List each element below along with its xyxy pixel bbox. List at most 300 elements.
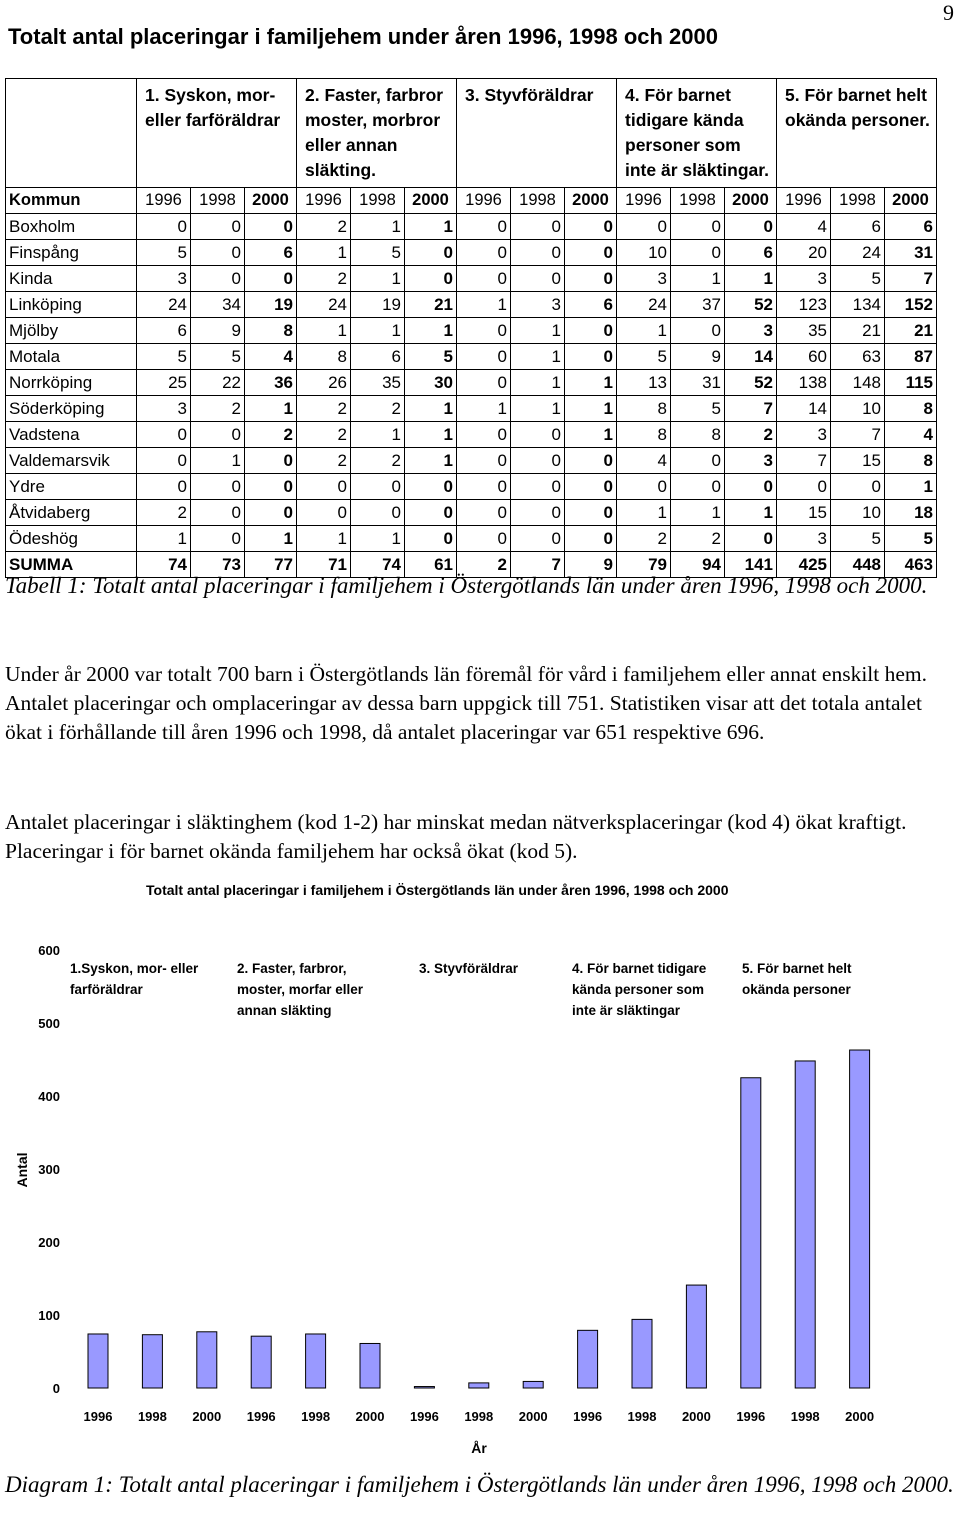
group-label: 3. Styvföräldrar	[419, 961, 519, 976]
table-cell: 9	[565, 552, 617, 578]
y-tick-label: 300	[38, 1162, 60, 1177]
table-cell: 1	[245, 396, 297, 422]
table-cell: 141	[725, 552, 777, 578]
table-cell: 3	[777, 422, 831, 448]
table-kommun-header: Kommun	[6, 188, 137, 214]
table-cell: 5	[137, 240, 191, 266]
table-row	[6, 344, 937, 370]
table-cell: 5	[885, 526, 937, 552]
x-tick-label: 1998	[627, 1409, 657, 1424]
table-cell: 5	[671, 396, 725, 422]
x-tick-label: 1996	[409, 1409, 439, 1424]
table-cell: 19	[245, 292, 297, 318]
table-cell: 0	[457, 526, 511, 552]
table-cell: 5	[831, 266, 885, 292]
table-row	[6, 396, 937, 422]
table-cell: 0	[671, 214, 725, 240]
table-cell: 26	[297, 370, 351, 396]
table-cell: 0	[405, 474, 457, 500]
table-cell: 18	[885, 500, 937, 526]
x-axis-label: År	[471, 1440, 487, 1456]
table-cell: 0	[511, 240, 565, 266]
table-cell: 7	[777, 448, 831, 474]
x-tick-label: 1996	[246, 1409, 276, 1424]
bar	[197, 1332, 217, 1388]
table-cell: 0	[191, 474, 245, 500]
table-cell: 0	[725, 214, 777, 240]
table-cell: 0	[457, 500, 511, 526]
table-cell: 63	[831, 344, 885, 370]
table-cell: 5	[137, 344, 191, 370]
table-cell: 0	[511, 500, 565, 526]
table-cell: 0	[245, 448, 297, 474]
table-cell: 61	[405, 552, 457, 578]
group-label: moster, morfar eller	[237, 982, 364, 997]
bar	[795, 1061, 815, 1388]
bar-chart	[0, 930, 960, 1460]
table-row-name: Kinda	[6, 266, 137, 292]
table-cell: 0	[831, 474, 885, 500]
table-row	[6, 474, 937, 500]
table-cell: 34	[191, 292, 245, 318]
table-cell: 1	[617, 500, 671, 526]
table-cell: 6	[725, 240, 777, 266]
table-cell: 2	[297, 266, 351, 292]
table-cell: 0	[245, 214, 297, 240]
table-row	[6, 422, 937, 448]
table-year-header: 2000	[565, 188, 617, 214]
table-cell: 0	[671, 474, 725, 500]
table-cell: 2	[297, 214, 351, 240]
table-cell: 52	[725, 292, 777, 318]
table-cell: 10	[617, 240, 671, 266]
table-cell: 35	[351, 370, 405, 396]
table-cell: 1	[511, 318, 565, 344]
table-year-header: 1996	[297, 188, 351, 214]
table-row-name: Finspång	[6, 240, 137, 266]
y-axis-label: Antal	[14, 1152, 30, 1188]
table-cell: 1	[351, 422, 405, 448]
table-cell: 0	[457, 370, 511, 396]
table-cell: 0	[405, 500, 457, 526]
table-cell: 24	[617, 292, 671, 318]
table-cell: 2	[351, 448, 405, 474]
table-row	[6, 292, 937, 318]
table-cell: 1	[725, 266, 777, 292]
table-cell: 1	[511, 370, 565, 396]
table-cell: 3	[137, 396, 191, 422]
table-cell: 0	[191, 500, 245, 526]
table-cell: 0	[457, 422, 511, 448]
table-row-name: Mjölby	[6, 318, 137, 344]
table-cell: 0	[725, 526, 777, 552]
table-cell: 0	[777, 474, 831, 500]
table-cell: 13	[617, 370, 671, 396]
table-cell: 2	[245, 422, 297, 448]
table-cell: 0	[457, 448, 511, 474]
table-cell: 0	[565, 448, 617, 474]
table-year-header: 1996	[617, 188, 671, 214]
table-cell: 5	[405, 344, 457, 370]
table-caption: Tabell 1: Totalt antal placeringar i familjehem i Östergötlands län under åren 1996, 1998 och 2000.	[5, 573, 928, 598]
table-cell: 30	[405, 370, 457, 396]
table-cell: 1	[617, 318, 671, 344]
table-year-row	[6, 188, 937, 214]
table-row-name: Motala	[6, 344, 137, 370]
table-cell: 3	[617, 266, 671, 292]
table-cell: 5	[831, 526, 885, 552]
bar	[850, 1050, 870, 1388]
chart-title: Totalt antal placeringar i familjehem i Östergötlands län under åren 1996, 1998 och 2000	[146, 882, 729, 898]
table-cell: 0	[191, 422, 245, 448]
table-cell: 463	[885, 552, 937, 578]
bar	[686, 1285, 706, 1388]
table-cell: 9	[671, 344, 725, 370]
table-cell: 15	[831, 448, 885, 474]
table-cell: 0	[137, 448, 191, 474]
table-cell: 5	[617, 344, 671, 370]
table-cell: 15	[777, 500, 831, 526]
table-cell: 24	[297, 292, 351, 318]
table-cell: 1	[351, 318, 405, 344]
table-row-name: Valdemarsvik	[6, 448, 137, 474]
table-cell: 1	[191, 448, 245, 474]
table-cell: 1	[457, 292, 511, 318]
table-cell: 448	[831, 552, 885, 578]
table-cell: 4	[885, 422, 937, 448]
bar	[741, 1078, 761, 1388]
table-cell: 21	[405, 292, 457, 318]
table-cell: 1	[405, 318, 457, 344]
table-cell: 0	[137, 422, 191, 448]
table-cell: 8	[671, 422, 725, 448]
table-cell: 134	[831, 292, 885, 318]
x-tick-label: 1996	[83, 1409, 113, 1424]
table-cell: 14	[725, 344, 777, 370]
table-cell: 7	[831, 422, 885, 448]
table-cell: 1	[405, 396, 457, 422]
group-label: okända personer	[742, 982, 851, 997]
page-title: Totalt antal placeringar i familjehem under åren 1996, 1998 och 2000	[8, 24, 718, 49]
table-year-header: 1996	[457, 188, 511, 214]
table-cell: 1	[405, 422, 457, 448]
table-row	[6, 448, 937, 474]
table-cell: 3	[137, 266, 191, 292]
group-label: annan släkting	[237, 1003, 332, 1018]
table-year-header: 1998	[191, 188, 245, 214]
table-cell: 2	[191, 396, 245, 422]
bar	[142, 1335, 162, 1388]
table-cell: 60	[777, 344, 831, 370]
table-row-name: Vadstena	[6, 422, 137, 448]
bar	[360, 1343, 380, 1388]
table-cell: 73	[191, 552, 245, 578]
placements-table	[5, 78, 937, 578]
table-cell: 19	[351, 292, 405, 318]
table-row-name: Norrköping	[6, 370, 137, 396]
table-cell: 8	[245, 318, 297, 344]
table-cell: 0	[511, 474, 565, 500]
table-row	[6, 526, 937, 552]
table-cell: 35	[777, 318, 831, 344]
group-label: 1.Syskon, mor- eller	[70, 961, 199, 976]
table-cell: 0	[511, 422, 565, 448]
table-cell: 8	[885, 448, 937, 474]
table-cell: 8	[617, 422, 671, 448]
table-cell: 31	[885, 240, 937, 266]
table-cell: 2	[137, 500, 191, 526]
table-cell: 138	[777, 370, 831, 396]
table-cell: 22	[191, 370, 245, 396]
table-year-header: 1998	[351, 188, 405, 214]
table-cell: 123	[777, 292, 831, 318]
table-cell: 0	[297, 500, 351, 526]
table-cell: 87	[885, 344, 937, 370]
group-label: 4. För barnet tidigare	[572, 961, 707, 976]
table-cell: 52	[725, 370, 777, 396]
table-cell: 74	[351, 552, 405, 578]
table-cell: 1	[297, 318, 351, 344]
table-cell: 0	[457, 266, 511, 292]
table-cell: 1	[885, 474, 937, 500]
table-cell: 1	[725, 500, 777, 526]
y-tick-label: 500	[38, 1016, 60, 1031]
chart-caption: Diagram 1: Totalt antal placeringar i familjehem i Östergötlands län under åren 1996, 1998 och 2000.	[5, 1472, 954, 1497]
table-cell: 0	[671, 318, 725, 344]
table-cell: 94	[671, 552, 725, 578]
table-cell: 2	[297, 396, 351, 422]
table-row-name: Åtvidaberg	[6, 500, 137, 526]
table-cell: 6	[137, 318, 191, 344]
group-label: inte är släktingar	[572, 1003, 681, 1018]
table-cell: 0	[245, 500, 297, 526]
table-cell: 9	[191, 318, 245, 344]
table-year-header: 2000	[885, 188, 937, 214]
table-cell: 0	[405, 240, 457, 266]
table-cell: 4	[245, 344, 297, 370]
group-label: 5. För barnet helt	[742, 961, 852, 976]
table-cell: 1	[137, 526, 191, 552]
table-cell: 0	[511, 214, 565, 240]
bar	[88, 1334, 108, 1388]
table-cell: 0	[245, 266, 297, 292]
table-cell: 0	[137, 474, 191, 500]
table-cell: 6	[351, 344, 405, 370]
table-cell: 7	[885, 266, 937, 292]
table-row-name: Ydre	[6, 474, 137, 500]
table-cell: 20	[777, 240, 831, 266]
x-tick-label: 2000	[845, 1409, 875, 1424]
table-cell: 0	[191, 526, 245, 552]
table-cell: 71	[297, 552, 351, 578]
y-tick-label: 0	[52, 1381, 60, 1396]
table-category-header: 4. För barnet tidigare kända personer som inte är släktingar.	[617, 79, 777, 188]
table-year-header: 2000	[245, 188, 297, 214]
table-cell: 152	[885, 292, 937, 318]
x-tick-label: 1998	[137, 1409, 167, 1424]
table-cell: 2	[725, 422, 777, 448]
table-row-name: Linköping	[6, 292, 137, 318]
table-cell: 0	[137, 214, 191, 240]
table-cell: 3	[511, 292, 565, 318]
table-cell: 0	[245, 474, 297, 500]
table-cell: 0	[565, 214, 617, 240]
table-category-header: 5. För barnet helt okända personer.	[777, 79, 937, 188]
table-row	[6, 500, 937, 526]
table-cell: 14	[777, 396, 831, 422]
table-year-header: 1996	[137, 188, 191, 214]
table-row	[6, 240, 937, 266]
table-cell: 0	[457, 474, 511, 500]
table-cell: 1	[565, 422, 617, 448]
table-cell: 0	[351, 500, 405, 526]
y-tick-label: 400	[38, 1089, 60, 1104]
table-cell: 0	[565, 500, 617, 526]
table-cell: 2	[297, 422, 351, 448]
table-cell: 0	[405, 526, 457, 552]
table-row	[6, 214, 937, 240]
table-cell: 0	[671, 448, 725, 474]
table-cell: 0	[565, 474, 617, 500]
table-cell: 1	[245, 526, 297, 552]
table-cell: 2	[617, 526, 671, 552]
table-cell: 3	[725, 448, 777, 474]
table-year-header: 1996	[777, 188, 831, 214]
table-cell: 8	[885, 396, 937, 422]
table-cell: 37	[671, 292, 725, 318]
table-year-header: 1998	[831, 188, 885, 214]
table-cell: 4	[777, 214, 831, 240]
table-cell: 0	[191, 266, 245, 292]
table-cell: 21	[831, 318, 885, 344]
table-category-header: 2. Faster, farbror moster, morbror eller annan släkting.	[297, 79, 457, 188]
table-cell: 1	[297, 526, 351, 552]
table-cell: 1	[671, 500, 725, 526]
table-cell: 8	[617, 396, 671, 422]
table-corner-cell	[6, 79, 137, 188]
table-cell: 425	[777, 552, 831, 578]
table-cell: 0	[617, 214, 671, 240]
table-year-header: 1998	[671, 188, 725, 214]
table-category-header-row	[6, 79, 937, 188]
table-cell: 1	[457, 396, 511, 422]
table-cell: 10	[831, 500, 885, 526]
table-cell: 2	[457, 552, 511, 578]
page-number: 9	[943, 0, 954, 25]
bar	[251, 1336, 271, 1388]
table-row-name: Ödeshög	[6, 526, 137, 552]
table-cell: 36	[245, 370, 297, 396]
table-row-name: SUMMA	[6, 552, 137, 578]
table-cell: 77	[245, 552, 297, 578]
table-cell: 0	[191, 240, 245, 266]
table-cell: 1	[565, 396, 617, 422]
y-tick-label: 200	[38, 1235, 60, 1250]
x-tick-label: 1998	[790, 1409, 820, 1424]
y-tick-label: 100	[38, 1308, 60, 1323]
table-cell: 0	[511, 448, 565, 474]
paragraph-2: Antalet placeringar i släktinghem (kod 1-2) har minskat medan nätverksplaceringar (kod 4) ökat kraftigt. Placeringar i för barnet okända familjehem har också ökat (kod 5).	[5, 810, 907, 863]
table-cell: 6	[565, 292, 617, 318]
table-cell: 0	[457, 240, 511, 266]
x-tick-label: 2000	[518, 1409, 548, 1424]
table-cell: 21	[885, 318, 937, 344]
table-row	[6, 266, 937, 292]
table-cell: 74	[137, 552, 191, 578]
x-tick-label: 2000	[355, 1409, 385, 1424]
table-cell: 0	[565, 266, 617, 292]
table-cell: 0	[457, 214, 511, 240]
table-cell: 6	[831, 214, 885, 240]
table-category-header: 3. Styvföräldrar	[457, 79, 617, 188]
x-tick-label: 1996	[736, 1409, 766, 1424]
table-year-header: 2000	[405, 188, 457, 214]
x-tick-label: 1996	[573, 1409, 603, 1424]
paragraph-1: Under år 2000 var totalt 700 barn i Östergötlands län föremål för vård i familjehem eller annat enskilt hem. Antalet placeringar och omplaceringar av dessa barn uppgick till 751. Statistiken visar att det totala antalet ökat i förhållande till åren 1996 och 1998, då antalet placeringar var 651 respektive 696.	[5, 662, 928, 744]
table-cell: 1	[511, 344, 565, 370]
table-cell: 115	[885, 370, 937, 396]
table-cell: 5	[191, 344, 245, 370]
table-cell: 25	[137, 370, 191, 396]
table-year-header: 2000	[725, 188, 777, 214]
table-cell: 24	[137, 292, 191, 318]
table-cell: 1	[405, 214, 457, 240]
table-row-name: Boxholm	[6, 214, 137, 240]
table-cell: 1	[671, 266, 725, 292]
table-cell: 3	[725, 318, 777, 344]
table-cell: 0	[191, 214, 245, 240]
table-cell: 10	[831, 396, 885, 422]
table-cell: 0	[565, 318, 617, 344]
table-cell: 5	[351, 240, 405, 266]
table-cell: 1	[405, 448, 457, 474]
table-cell: 0	[405, 266, 457, 292]
table-cell: 0	[457, 318, 511, 344]
table-cell: 4	[617, 448, 671, 474]
y-tick-label: 600	[38, 943, 60, 958]
table-cell: 7	[511, 552, 565, 578]
table-cell: 0	[671, 240, 725, 266]
bar	[306, 1334, 326, 1388]
group-label: farföräldrar	[70, 982, 143, 997]
table-cell: 0	[297, 474, 351, 500]
x-tick-label: 1998	[301, 1409, 331, 1424]
table-row	[6, 318, 937, 344]
bar	[469, 1383, 489, 1388]
table-row-name: Söderköping	[6, 396, 137, 422]
x-tick-label: 2000	[681, 1409, 711, 1424]
table-cell: 0	[565, 240, 617, 266]
bar	[523, 1381, 543, 1388]
table-cell: 1	[511, 396, 565, 422]
group-label: kända personer som	[572, 982, 705, 997]
table-cell: 148	[831, 370, 885, 396]
table-cell: 7	[725, 396, 777, 422]
table-cell: 2	[351, 396, 405, 422]
group-label: 2. Faster, farbror,	[237, 961, 347, 976]
table-cell: 8	[297, 344, 351, 370]
table-cell: 6	[885, 214, 937, 240]
table-cell: 6	[245, 240, 297, 266]
table-cell: 79	[617, 552, 671, 578]
table-cell: 0	[511, 266, 565, 292]
table-category-header: 1. Syskon, mor- eller farföräldrar	[137, 79, 297, 188]
bar	[632, 1319, 652, 1388]
bar	[414, 1387, 434, 1388]
table-cell: 1	[565, 370, 617, 396]
table-cell: 2	[297, 448, 351, 474]
x-tick-label: 2000	[192, 1409, 222, 1424]
